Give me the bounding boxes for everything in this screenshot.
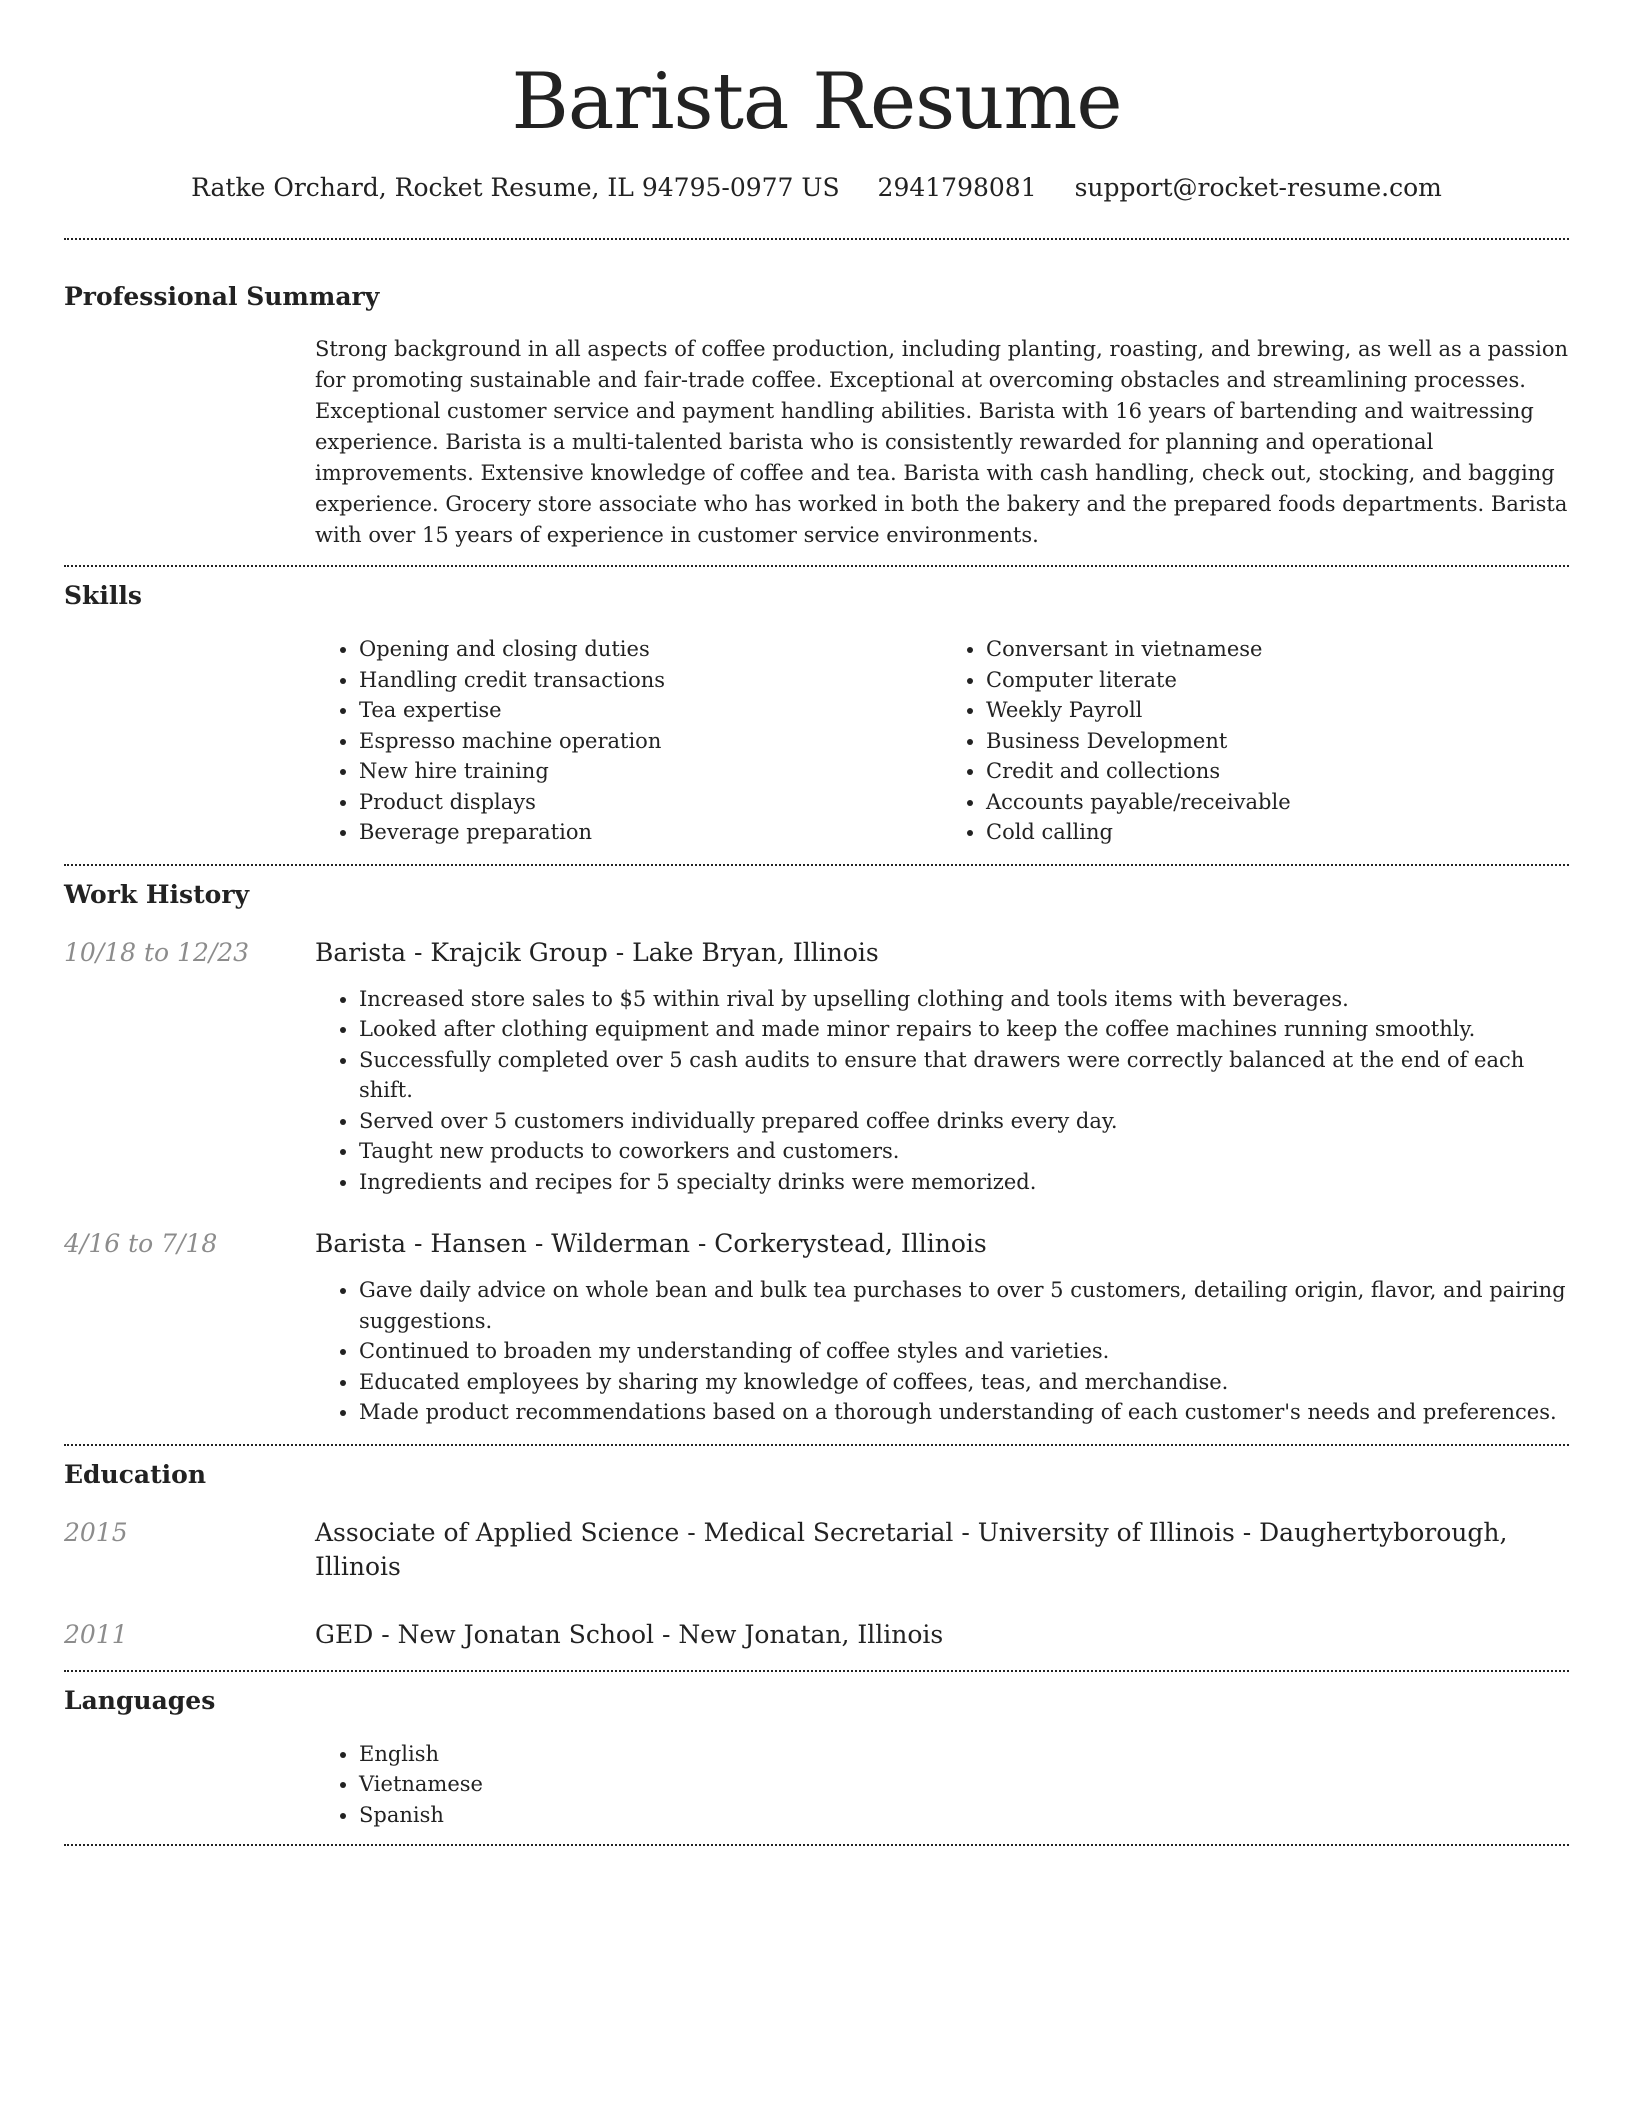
education-section bbox=[64, 1458, 1569, 1652]
job-bullet: • Educated employees by sharing my knowledge of coffees, teas, and merchandise. bbox=[359, 1367, 1569, 1398]
language-item: • Spanish bbox=[359, 1800, 1569, 1831]
job-bullet: • Served over 5 customers individually prepared coffee drinks every day. bbox=[359, 1106, 1569, 1137]
job-bullet: • Successfully completed over 5 cash audits to ensure that drawers were correctly balanced at the end of each shift. bbox=[359, 1045, 1569, 1106]
skill-item: • Espresso machine operation bbox=[359, 726, 942, 757]
skill-item: • New hire training bbox=[359, 756, 942, 787]
skills-left-column bbox=[315, 634, 942, 848]
divider bbox=[64, 565, 1569, 567]
skill-item: • Cold calling bbox=[986, 817, 1569, 848]
education-entry bbox=[64, 1516, 1569, 1584]
languages-section bbox=[64, 1684, 1569, 1831]
skills-heading: Skills bbox=[64, 581, 142, 610]
summary-text: Strong background in all aspects of coffee production, including planting, roasting, and brewing, as well as a passion for promoting sustainable and fair-trade coffee. Exceptional at overcoming obstacles and streamlining processes. Exceptional customer service and payment handling abilities. Barista with 16 years of bartending and waitressing experience. Barista is a multi-talented barista who is consistently rewarded for planning and operational improvements. Extensive knowledge of coffee and tea. Barista with cash handling, check out, stocking, and bagging experience. Grocery store associate who has worked in both the bakery and the prepared foods departments. Barista with over 15 years of experience in customer service environments. bbox=[315, 337, 1569, 547]
divider bbox=[64, 238, 1569, 240]
job-title: Barista - Hansen - Wilderman - Corkerystead, Illinois bbox=[315, 1229, 987, 1258]
job-entry bbox=[64, 1227, 1569, 1428]
skills-right-column bbox=[942, 634, 1569, 848]
divider bbox=[64, 1670, 1569, 1672]
skill-item: • Handling credit transactions bbox=[359, 665, 942, 696]
job-dates: 4/16 to 7/18 bbox=[64, 1229, 218, 1258]
job-bullets bbox=[315, 1275, 1569, 1428]
job-title: Barista - Krajcik Group - Lake Bryan, Illinois bbox=[315, 937, 879, 967]
work-section bbox=[64, 878, 1569, 1428]
skill-item: • Computer literate bbox=[986, 665, 1569, 696]
skill-item: • Beverage preparation bbox=[359, 817, 942, 848]
skill-item: • Tea expertise bbox=[359, 695, 942, 726]
skill-item: • Opening and closing duties bbox=[359, 634, 942, 665]
skill-item: • Weekly Payroll bbox=[986, 695, 1569, 726]
education-year: 2011 bbox=[64, 1619, 128, 1649]
skills-list bbox=[315, 634, 1569, 848]
resume-title: Barista Resume bbox=[511, 57, 1122, 147]
summary-heading: Professional Summary bbox=[64, 282, 380, 311]
contact-phone: 2941798081 bbox=[877, 173, 1037, 202]
education-title: GED - New Jonatan School - New Jonatan, Illinois bbox=[315, 1619, 944, 1649]
education-year: 2015 bbox=[64, 1517, 128, 1547]
job-bullet: • Increased store sales to $5 within rival by upselling clothing and tools items with beverages. bbox=[359, 984, 1569, 1015]
skill-item: • Product displays bbox=[359, 787, 942, 818]
job-entry bbox=[64, 936, 1569, 1198]
job-bullet: • Gave daily advice on whole bean and bulk tea purchases to over 5 customers, detailing origin, flavor, and pairing suggestions. bbox=[359, 1275, 1569, 1336]
divider bbox=[64, 1444, 1569, 1446]
languages-heading: Languages bbox=[64, 1685, 216, 1715]
language-item: • Vietnamese bbox=[359, 1769, 1569, 1800]
skill-item: • Conversant in vietnamese bbox=[986, 634, 1569, 665]
contact-email: support@rocket-resume.com bbox=[1074, 173, 1442, 202]
resume-page bbox=[64, 0, 1569, 1846]
skill-item: • Accounts payable/receivable bbox=[986, 787, 1569, 818]
job-bullet: • Ingredients and recipes for 5 specialty drinks were memorized. bbox=[359, 1167, 1569, 1198]
job-bullets bbox=[315, 984, 1569, 1198]
education-entry bbox=[64, 1618, 1569, 1652]
education-title: Associate of Applied Science - Medical Secretarial - University of Illinois - Daughertyborough, Illinois bbox=[315, 1517, 1508, 1581]
languages-list bbox=[315, 1739, 1569, 1831]
job-bullet: • Made product recommendations based on a thorough understanding of each customer's needs and preferences. bbox=[359, 1397, 1569, 1428]
divider bbox=[64, 1844, 1569, 1846]
contact-address: Ratke Orchard, Rocket Resume, IL 94795-0977 US bbox=[191, 173, 840, 202]
skill-item: • Credit and collections bbox=[986, 756, 1569, 787]
job-bullet: • Continued to broaden my understanding of coffee styles and varieties. bbox=[359, 1336, 1569, 1367]
language-item: • English bbox=[359, 1739, 1569, 1770]
job-bullet: • Looked after clothing equipment and made minor repairs to keep the coffee machines running smoothly. bbox=[359, 1014, 1569, 1045]
divider bbox=[64, 864, 1569, 866]
skills-section bbox=[64, 579, 1569, 848]
summary-section bbox=[64, 280, 1569, 551]
job-dates: 10/18 to 12/23 bbox=[64, 937, 250, 967]
contact-line bbox=[64, 170, 1569, 206]
work-heading: Work History bbox=[64, 879, 250, 909]
job-bullet: • Taught new products to coworkers and customers. bbox=[359, 1136, 1569, 1167]
education-heading: Education bbox=[64, 1459, 207, 1489]
skill-item: • Business Development bbox=[986, 726, 1569, 757]
